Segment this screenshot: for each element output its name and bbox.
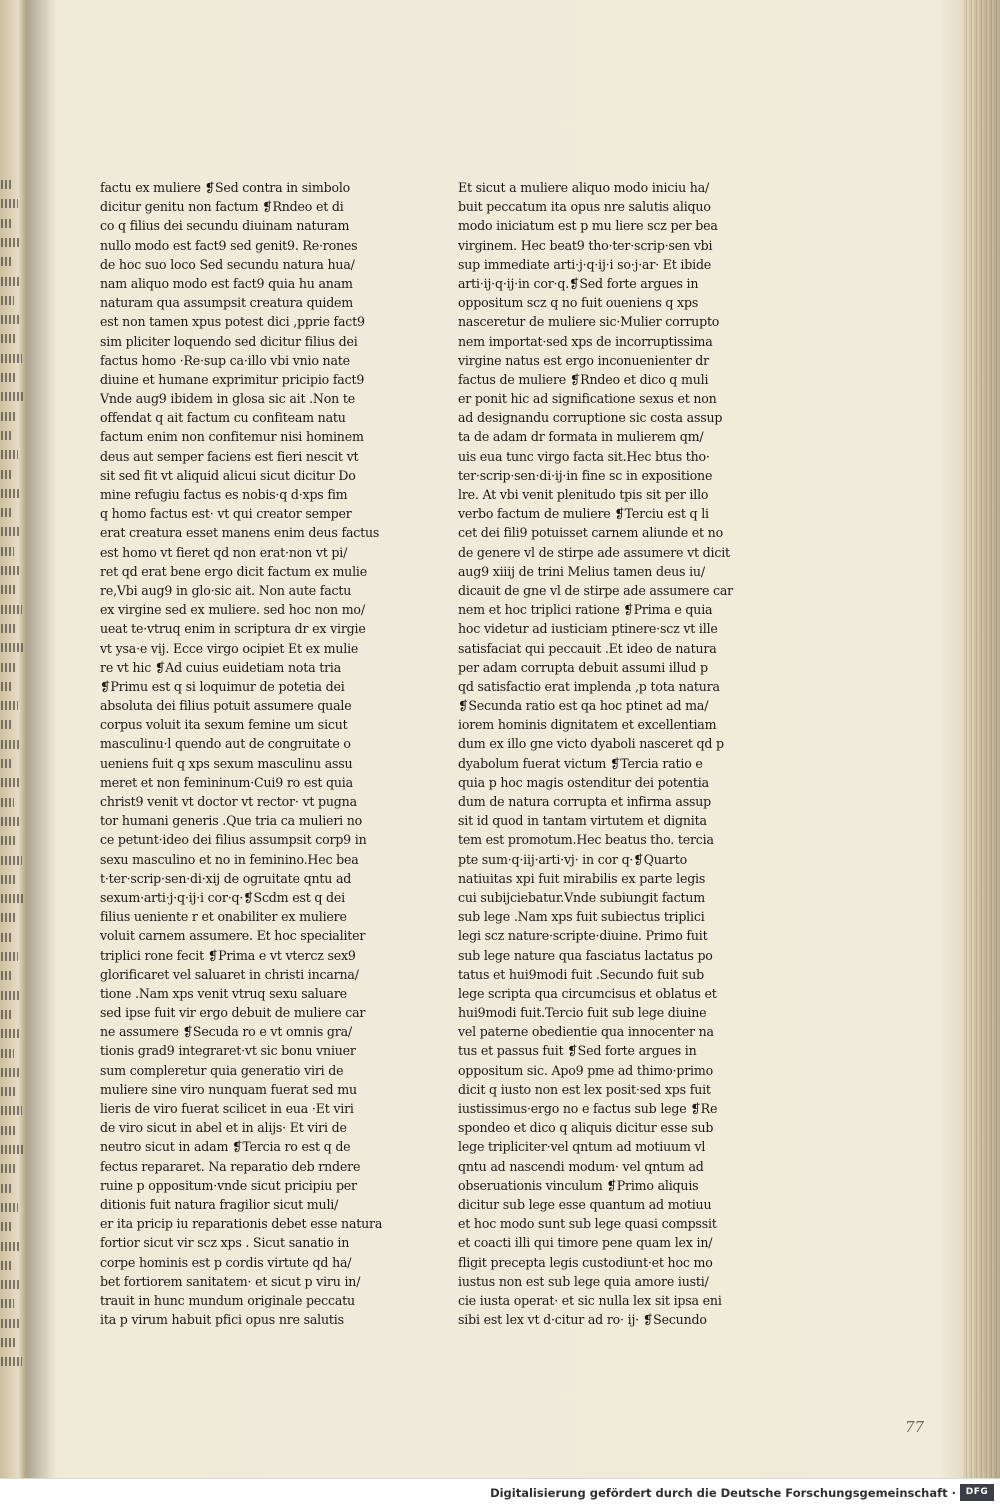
funding-credit: Digitalisierung gefördert durch die Deutsche Forschungsgemeinschaft · [490, 1486, 956, 1500]
facing-page-text-fragment [1, 643, 23, 652]
left-column-line: corpe hominis est p cordis virtute qd ha/ [100, 1254, 352, 1270]
left-column-line: trauit in hunc mundum originale peccatu [100, 1292, 355, 1308]
left-column-line: fectus repararet. Na reparatio deb rndere [100, 1158, 361, 1174]
facing-page-text-fragment [1, 470, 12, 479]
facing-page-text-fragment [1, 1087, 15, 1096]
facing-page-text-fragment [1, 1068, 21, 1077]
right-column-line: virginem. Hec beat9 tho·ter·scrip·sen vbi [458, 237, 713, 253]
facing-page-text-fragment [1, 1010, 13, 1019]
facing-page-text-fragment [1, 817, 21, 826]
left-column-line: ditionis fuit natura fragilior sicut muli/ [100, 1196, 339, 1212]
facing-page-text-fragment [1, 1280, 20, 1289]
left-column-line: nam aliquo modo est fact9 quia hu anam [100, 275, 353, 291]
facing-page-edge [0, 0, 26, 1478]
right-column-line: er ponit hic ad significatione sexus et non [458, 391, 717, 407]
facing-page-text-fragment [1, 991, 19, 1000]
right-column-line: nem et hoc triplici ratione ❡Prima e quia [458, 602, 713, 618]
left-column-line: christ9 venit vt doctor vt rector· vt pugna [100, 794, 357, 809]
left-column-line: lieris de viro fuerat scilicet in eua ·Et viri [100, 1101, 354, 1116]
right-column-line: oppositum scz q no fuit oueniens q xps [458, 295, 699, 311]
left-column-line: bet fortiorem sanitatem· et sicut p viru in/ [100, 1273, 361, 1289]
facing-page-text-fragment [1, 315, 21, 324]
left-column-line: glorificaret vel saluaret in christi incarna/ [100, 966, 359, 982]
facing-page-text-fragment [1, 1338, 15, 1347]
facing-page-text-fragment [1, 740, 19, 749]
left-column-line: q homo factus est· vt qui creator semper [100, 506, 352, 522]
right-column-line: satisfaciat qui peccauit .Et ideo de natura [458, 640, 717, 656]
left-column-line: filius ueniente r et onabiliter ex muliere [100, 909, 347, 925]
facing-page-text-fragment [1, 1106, 22, 1115]
left-column-line: tor humani generis .Que tria ca mulieri no [100, 813, 363, 829]
left-column-line: ce petunt·ideo dei filius assumpsit corp9 in [100, 832, 367, 848]
right-column-line: qntu ad nascendi modum· vel qntum ad [458, 1158, 704, 1174]
facing-page-text-fragment [1, 277, 20, 286]
left-column-line: masculinu·l quendo aut de congruitate o [100, 736, 351, 752]
right-column-line: spondeo et dico q aliquis dicitur esse sub [458, 1120, 714, 1136]
right-column-line: iorem hominis dignitatem et excellentiam [458, 717, 717, 733]
left-column-line: sed ipse fuit vir ergo debuit de muliere car [100, 1005, 366, 1021]
right-column-line: tus et passus fuit ❡Sed forte argues in [458, 1043, 697, 1059]
facing-page-text-fragment [1, 1049, 14, 1058]
right-column-line: arti·ij·q·ij·in cor·q.❡Sed forte argues in [458, 275, 699, 291]
facing-page-text-fragment [1, 180, 11, 189]
facing-page-text-fragment [1, 1319, 21, 1328]
left-column-line: tione .Nam xps venit vtruq sexu saluare [100, 985, 347, 1001]
left-column-line: factu ex muliere ❡Sed contra in simbolo [100, 180, 351, 195]
facing-page-text-fragment [1, 971, 12, 980]
right-column-line: vel paterne obedientie qua innocenter na [458, 1024, 714, 1040]
right-column-line: sup immediate arti·j·q·ij·i so·j·ar· Et ibide [458, 256, 712, 272]
dfg-logo: DFG [960, 1484, 994, 1501]
right-column-line: per adam corrupta debuit assumi illud p [458, 659, 708, 675]
right-column-line: ad designandu corruptione sic costa assup [458, 410, 723, 426]
left-column-line: sim pliciter loquendo sed dicitur filius dei [100, 333, 358, 349]
facing-page-text-fragment [1, 1357, 22, 1366]
facing-page-text-fragment [1, 663, 17, 672]
facing-page-text-fragment [1, 450, 18, 459]
facing-page-text-fragment [1, 566, 21, 575]
facing-page-text-fragment [1, 547, 14, 556]
facing-page-text-fragment [1, 354, 22, 363]
page-stack-edges [964, 0, 1000, 1478]
left-column-line: ne assumere ❡Secuda ro e vt omnis gra/ [100, 1024, 352, 1040]
facing-page-text-fragment [1, 701, 18, 710]
left-column-line: nullo modo est fact9 sed genit9. Re·rones [100, 237, 358, 253]
right-column-line: dyabolum fuerat victum ❡Tercia ratio e [458, 755, 703, 771]
left-column-line: ret qd erat bene ergo dicit factum ex mulie [100, 563, 368, 579]
left-column-line: ruine p oppositum·vnde sicut pricipiu per [100, 1177, 357, 1193]
right-column-line: dum de natura corrupta et infirma assup [458, 794, 712, 809]
right-column-line: de genere vl de stirpe ade assumere vt dicit [458, 544, 730, 560]
facing-page-text-fragment [1, 1242, 19, 1251]
facing-page-text-fragment [1, 913, 17, 922]
right-column-line: obseruationis vinculum ❡Primo aliquis [458, 1177, 699, 1193]
right-column-line: cui subijciebatur.Vnde subiungit factum [458, 889, 705, 905]
facing-page-text-fragment [1, 489, 19, 498]
facing-page-text-fragment [1, 1261, 13, 1270]
facing-page-text-fragment [1, 682, 11, 691]
right-column-line: ❡Secunda ratio est qa hoc ptinet ad ma/ [458, 698, 709, 714]
left-column-line: deus aut semper faciens est fieri nescit vt [100, 448, 359, 464]
right-column-line: modo iniciatum est p mu liere scz per bea [458, 218, 718, 234]
facing-page-text-fragment [1, 778, 20, 787]
left-column-line: Vnde aug9 ibidem in glosa sic ait .Non te [100, 391, 355, 407]
facing-page-text-fragment [1, 527, 20, 536]
right-column-line: cie iusta operat· et sic nulla lex sit ipsa eni [458, 1292, 722, 1308]
right-column-line: dicitur sub lege esse quantum ad motiuu [458, 1196, 712, 1212]
facing-page-text-fragment [1, 798, 14, 807]
facing-page-text-fragment [1, 219, 12, 228]
right-column-line: tem est promotum.Hec beatus tho. tercia [458, 832, 714, 848]
right-column-line: fligit precepta legis custodiunt·et hoc mo [458, 1254, 713, 1270]
left-column-line: ita p virum habuit pfici opus nre salutis [100, 1312, 344, 1328]
right-column-line: lre. At vbi venit plenitudo tpis sit per illo [458, 487, 709, 502]
facing-page-text-fragment [1, 759, 13, 768]
right-column-line: natiuitas xpi fuit mirabilis ex parte legis [458, 870, 706, 886]
left-column-line: ueat te·vtruq enim in scriptura dr ex virgie [100, 621, 366, 637]
facing-page-text-fragment [1, 1222, 12, 1231]
left-column-line: erat creatura esset manens enim deus factus [100, 525, 380, 541]
right-column-line: cet dei fili9 potuisset carnem aliunde et no [458, 525, 723, 541]
right-column-line: legi scz nature·scripte·diuine. Primo fuit [458, 928, 708, 944]
facing-page-text-fragment [1, 392, 23, 401]
right-column-line: sub lege nature qua fasciatus lactatus po [458, 947, 713, 963]
text-column-right [458, 178, 748, 1329]
gutter-shadow [26, 0, 56, 1478]
left-column-line: est homo vt fieret qd non erat·non vt pi/ [100, 544, 348, 560]
left-column-line: ueniens fuit q xps sexum masculinu assu [100, 755, 353, 771]
right-column-line: Et sicut a muliere aliquo modo iniciu ha/ [458, 180, 710, 195]
right-column-line: lege scripta qua circumcisus et oblatus et [458, 985, 717, 1001]
left-column-line: triplici rone fecit ❡Prima e vt vtercz sex9 [100, 947, 356, 963]
right-column-line: hoc videtur ad iusticiam ptinere·scz vt ille [458, 621, 718, 637]
facing-page-text-fragment [1, 1299, 14, 1308]
right-column-line: aug9 xiiij de trini Melius tamen deus iu/ [458, 563, 705, 579]
left-column-line: neutro sicut in adam ❡Tercia ro est q de [100, 1139, 351, 1155]
facing-page-text-fragment [1, 199, 18, 208]
facing-page-text-fragment [1, 334, 15, 343]
left-column-line: sexu masculino et no in feminino.Hec bea [100, 851, 359, 867]
facing-page-text-fragment [1, 952, 18, 961]
right-column-line: dum ex illo gne victo dyaboli nasceret qd p [458, 736, 724, 752]
right-column-line: oppositum sic. Apo9 pme ad thimo·primo [458, 1062, 713, 1078]
left-column-line: corpus voluit ita sexum femine um sicut [100, 717, 348, 733]
facing-page-text-fragment [1, 894, 23, 903]
left-column-line: mine refugiu factus es nobis·q d·xps fim [100, 487, 348, 502]
left-column-line: t·ter·scrip·sen·di·xij de ogruitate qntu ad [100, 870, 352, 886]
right-column-line: sub lege .Nam xps fuit subiectus triplici [458, 909, 705, 925]
right-column-line: pte sum·q·iij·arti·vj· in cor q·❡Quarto [458, 851, 687, 867]
right-column-line: buit peccatum ita opus nre salutis aliquo [458, 199, 711, 215]
right-column-line: quia p hoc magis ostenditur dei potentia [458, 774, 709, 790]
right-column-line: factus de muliere ❡Rndeo et dico q muli [458, 371, 709, 387]
right-column-line: hui9modi fuit.Tercio fuit sub lege diuine [458, 1005, 707, 1021]
right-column-line: tatus et hui9modi fuit .Secundo fuit sub [458, 966, 704, 982]
left-column-line: sexum·arti·j·q·ij·i cor·q·❡Scdm est q dei [100, 889, 345, 905]
facing-page-text-fragment [1, 1145, 23, 1154]
facing-page-text-fragment [1, 856, 22, 865]
left-column-line: er ita pricip iu reparationis debet esse natura [100, 1216, 383, 1232]
left-column-line: re,Vbi aug9 in glo·sic ait. Non aute factu [100, 582, 352, 598]
right-column-line: sit id quod in tantam virtutem et dignita [458, 813, 707, 829]
left-column-line: tionis grad9 integraret·vt sic bonu vniuer [100, 1043, 356, 1059]
left-column-line: de hoc suo loco Sed secundu natura hua/ [100, 256, 355, 272]
facing-page-text-fragment [1, 412, 17, 421]
digitization-footer [0, 1478, 1000, 1506]
facing-page-text-fragment [1, 296, 14, 305]
left-column-line: factus homo ·Re·sup ca·illo vbi vnio nate [100, 352, 350, 368]
right-column-line: ter·scrip·sen·di·ij·in fine sc in expositione [458, 467, 713, 483]
right-column-line: dicit q iusto non est lex posit·sed xps fuit [458, 1081, 711, 1097]
right-column-line: ta de adam dr formata in mulierem qm/ [458, 429, 704, 445]
facing-page-text-fragment [1, 933, 11, 942]
right-column-line: nasceretur de muliere sic·Mulier corrupto [458, 314, 720, 330]
left-column-line: meret et non femininum·Cui9 ro est quia [100, 774, 353, 790]
left-column-line: factum enim non confitemur nisi hominem [100, 429, 364, 445]
left-column-line: muliere sine viro nunquam fuerat sed mu [100, 1081, 357, 1097]
right-column-line: nem importat·sed xps de incorruptissima [458, 333, 713, 349]
facing-page-text-fragment [1, 1029, 20, 1038]
facing-page-text-fragment [1, 257, 13, 266]
facing-page-text-fragment [1, 238, 19, 247]
left-column-line: voluit carnem assumere. Et hoc specialiter [100, 928, 366, 944]
left-column-line: co q filius dei secundu diuinam naturam [100, 218, 350, 234]
left-column-line: ❡Primu est q si loquimur de potetia dei [100, 678, 345, 694]
left-column-line: re vt hic ❡Ad cuius euidetiam nota tria [100, 659, 342, 675]
left-column-line: diuine et humane exprimitur pricipio fact9 [100, 371, 365, 387]
facing-page-text-fragment [1, 431, 11, 440]
right-column-line: dicauit de gne vl de stirpe ade assumere car [458, 582, 733, 598]
right-column-line: qd satisfactio erat implenda ,p tota natura [458, 678, 720, 694]
right-column-line: lege tripliciter·vel qntum ad motiuum vl [458, 1139, 706, 1155]
left-column-line: naturam qua assumpsit creatura quidem [100, 295, 354, 311]
left-column-line: sit sed fit vt aliquid alicui sicut dicitur Do [100, 467, 356, 483]
left-column-line: de viro sicut in abel et in alijs· Et viri de [100, 1120, 347, 1136]
left-column-line: est non tamen xpus potest dici ,pprie fact9 [100, 314, 365, 330]
right-column-line: iustissimus·ergo no e factus sub lege ❡Re [458, 1101, 718, 1116]
left-column-line: sum compleretur quia generatio viri de [100, 1062, 344, 1078]
right-column-line: verbo factum de muliere ❡Terciu est q li [458, 506, 709, 522]
facing-page-text-fragment [1, 1164, 17, 1173]
left-column-line: ex virgine sed ex muliere. sed hoc non mo/ [100, 602, 365, 618]
facing-page-text-fragment [1, 1126, 16, 1135]
facing-page-text-fragment [1, 605, 22, 614]
left-column-line: fortior sicut vir scz xps . Sicut sanatio in [100, 1235, 350, 1251]
facing-page-text-fragment [1, 836, 15, 845]
left-column-line: offendat q ait factum cu confiteam natu [100, 410, 346, 426]
left-column-line: vt ysa·e vij. Ecce virgo ocipiet Et ex mulie [100, 640, 359, 656]
right-column-line: virgine natus est ergo inconuenienter dr [458, 352, 709, 368]
folio-number: 77 [905, 1418, 925, 1436]
right-column-line: iustus non est sub lege quia amore iusti/ [458, 1273, 709, 1289]
facing-page-text-fragment [1, 1184, 11, 1193]
right-column-line: uis eua tunc virgo facta sit.Hec btus tho· [458, 448, 710, 464]
right-column-line: et coacti illi qui timore pene quam lex in/ [458, 1235, 713, 1251]
facing-page-text-fragment [1, 508, 13, 517]
right-column-line: et hoc modo sunt sub lege quasi compssit [458, 1216, 717, 1232]
facing-page-text-fragment [1, 624, 16, 633]
facing-page-text-fragment [1, 720, 12, 729]
left-column-line: absoluta dei filius potuit assumere quale [100, 698, 352, 714]
left-column-line: dicitur genitu non factum ❡Rndeo et di [100, 199, 344, 215]
facing-page-text-fragment [1, 585, 15, 594]
right-column-line: sibi est lex vt d·citur ad ro· ij· ❡Secundo [458, 1312, 707, 1328]
facing-page-text-fragment [1, 1203, 18, 1212]
facing-page-text-fragment [1, 875, 16, 884]
facing-page-text-fragment [1, 373, 16, 382]
text-column-left [100, 178, 400, 1329]
